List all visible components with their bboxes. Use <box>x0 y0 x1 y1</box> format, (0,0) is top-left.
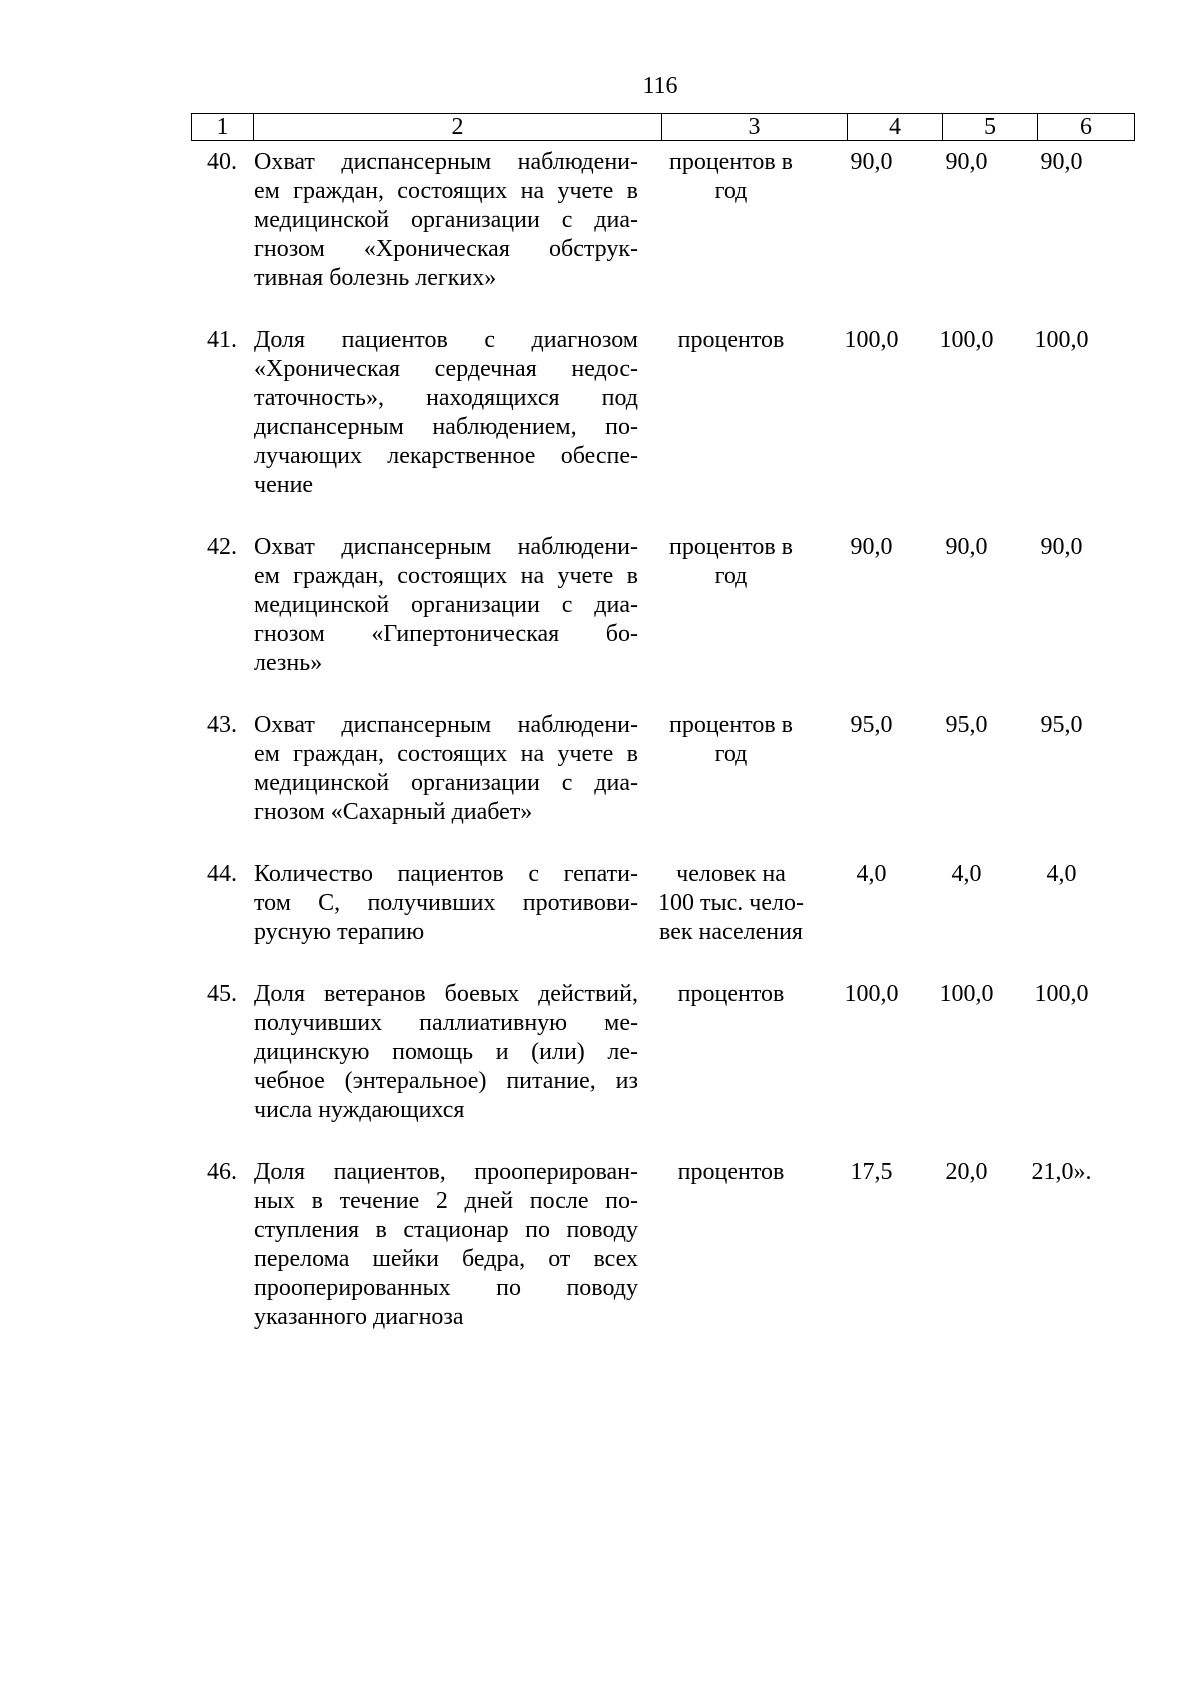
indicator-name-line: Доля пациентов, прооперирован- <box>254 1159 638 1185</box>
unit-line: год <box>714 178 748 204</box>
column-header-2: 2 <box>254 114 662 141</box>
value-col-6: 90,0 <box>1040 149 1083 175</box>
row-number: 44. <box>207 861 237 887</box>
indicator-name-line: Доля пациентов с диагнозом <box>254 327 638 353</box>
indicator-name-line: тивная болезнь легких» <box>254 265 497 291</box>
table-row <box>191 533 1134 678</box>
value-col-4: 95,0 <box>850 712 893 738</box>
indicator-name <box>254 980 638 1125</box>
unit-of-measure <box>638 326 824 355</box>
table-row <box>191 326 1134 500</box>
unit-of-measure <box>638 860 824 947</box>
unit-line: год <box>714 563 748 589</box>
indicator-name-line: Количество пациентов с гепати- <box>254 861 638 887</box>
value-col-6: 4,0 <box>1046 861 1077 887</box>
value-col-6: 100,0 <box>1034 981 1089 1007</box>
indicator-name-line: русную терапию <box>254 919 425 945</box>
indicator-name-line: ем граждан, состоящих на учете в <box>254 178 638 204</box>
indicator-name-line: чебное (энтеральное) питание, из <box>254 1068 638 1094</box>
indicator-name-line: гнозом «Сахарный диабет» <box>254 799 533 825</box>
value-col-4: 4,0 <box>856 861 887 887</box>
value-col-6: 100,0 <box>1034 327 1089 353</box>
unit-line: век населения <box>659 919 803 945</box>
indicator-name-line: том С, получивших противови- <box>254 890 638 916</box>
indicator-name-line: медицинской организации с диа- <box>254 592 638 618</box>
column-header-table <box>191 113 1135 141</box>
indicator-name-line: ем граждан, состоящих на учете в <box>254 563 638 589</box>
row-number: 42. <box>207 534 237 560</box>
indicator-name <box>254 148 638 293</box>
unit-of-measure <box>638 148 824 206</box>
value-col-4: 90,0 <box>850 534 893 560</box>
table-row <box>191 1158 1134 1332</box>
value-col-5: 90,0 <box>945 149 988 175</box>
indicator-name-line: медицинской организации с диа- <box>254 770 638 796</box>
indicator-name-line: лучающих лекарственное обеспе- <box>254 443 638 469</box>
indicator-name-line: перелома шейки бедра, от всех <box>254 1246 638 1272</box>
indicator-name-line: чение <box>254 472 314 498</box>
indicator-name-line: диспансерным наблюдением, по- <box>254 414 638 440</box>
unit-line: процентов в <box>668 712 794 738</box>
table-row <box>191 711 1134 827</box>
value-col-4: 90,0 <box>850 149 893 175</box>
column-header-6: 6 <box>1038 114 1135 141</box>
indicator-name-line: указанного диагноза <box>254 1304 464 1330</box>
indicator-name-line: Охват диспансерным наблюдени- <box>254 149 638 175</box>
indicator-name-line: таточность», находящихся под <box>254 385 638 411</box>
table-row <box>191 148 1134 293</box>
unit-line: 100 тыс. чело- <box>658 890 804 916</box>
unit-of-measure <box>638 1158 824 1187</box>
indicator-name <box>254 1158 638 1332</box>
column-header-1: 1 <box>192 114 254 141</box>
indicator-name-line: гнозом «Гипертоническая бо- <box>254 621 638 647</box>
indicator-name-line: Охват диспансерным наблюдени- <box>254 534 638 560</box>
value-col-6: 90,0 <box>1040 534 1083 560</box>
row-number: 41. <box>207 327 237 353</box>
column-header-3: 3 <box>662 114 848 141</box>
unit-of-measure <box>638 533 824 591</box>
indicator-name-line: медицинской организации с диа- <box>254 207 638 233</box>
unit-of-measure <box>638 980 824 1009</box>
row-number: 46. <box>207 1159 237 1185</box>
indicator-name-line: ных в течение 2 дней после по- <box>254 1188 638 1214</box>
value-col-5: 100,0 <box>939 981 994 1007</box>
indicator-name-line: Доля ветеранов боевых действий, <box>254 981 638 1007</box>
indicator-name-line: гнозом «Хроническая обструк- <box>254 236 638 262</box>
row-number: 43. <box>207 712 237 738</box>
table-body <box>191 148 1134 1365</box>
value-col-6: 95,0 <box>1040 712 1083 738</box>
value-col-5: 90,0 <box>945 534 988 560</box>
indicator-name-line: ем граждан, состоящих на учете в <box>254 741 638 767</box>
unit-line: процентов <box>677 327 785 353</box>
row-number: 45. <box>207 981 237 1007</box>
value-col-5: 20,0 <box>945 1159 988 1185</box>
unit-of-measure <box>638 711 824 769</box>
indicator-name-line: получивших паллиативную ме- <box>254 1010 638 1036</box>
value-col-6: 21,0». <box>1031 1159 1092 1185</box>
indicator-name <box>254 533 638 678</box>
table-row <box>191 980 1134 1125</box>
table-row <box>191 860 1134 947</box>
indicator-name-line: дицинскую помощь и (или) ле- <box>254 1039 638 1065</box>
indicator-name <box>254 326 638 500</box>
column-header-row <box>192 114 1135 141</box>
unit-line: процентов <box>677 1159 785 1185</box>
value-col-5: 4,0 <box>951 861 982 887</box>
indicator-name-line: лезнь» <box>254 650 323 676</box>
row-number: 40. <box>207 149 237 175</box>
indicator-name-line: Охват диспансерным наблюдени- <box>254 712 638 738</box>
column-header-5: 5 <box>943 114 1038 141</box>
unit-line: человек на <box>676 861 786 887</box>
indicator-name-line: прооперированных по поводу <box>254 1275 638 1301</box>
value-col-5: 100,0 <box>939 327 994 353</box>
indicator-name <box>254 860 638 947</box>
column-header-4: 4 <box>848 114 943 141</box>
indicator-name-line: числа нуждающихся <box>254 1097 465 1123</box>
page-number: 116 <box>642 73 678 99</box>
indicator-name <box>254 711 638 827</box>
unit-line: год <box>714 741 748 767</box>
unit-line: процентов <box>677 981 785 1007</box>
unit-line: процентов в <box>668 534 794 560</box>
value-col-4: 100,0 <box>844 327 899 353</box>
unit-line: процентов в <box>668 149 794 175</box>
indicator-name-line: ступления в стационар по поводу <box>254 1217 638 1243</box>
value-col-5: 95,0 <box>945 712 988 738</box>
indicator-name-line: «Хроническая сердечная недос- <box>254 356 638 382</box>
value-col-4: 100,0 <box>844 981 899 1007</box>
value-col-4: 17,5 <box>850 1159 893 1185</box>
